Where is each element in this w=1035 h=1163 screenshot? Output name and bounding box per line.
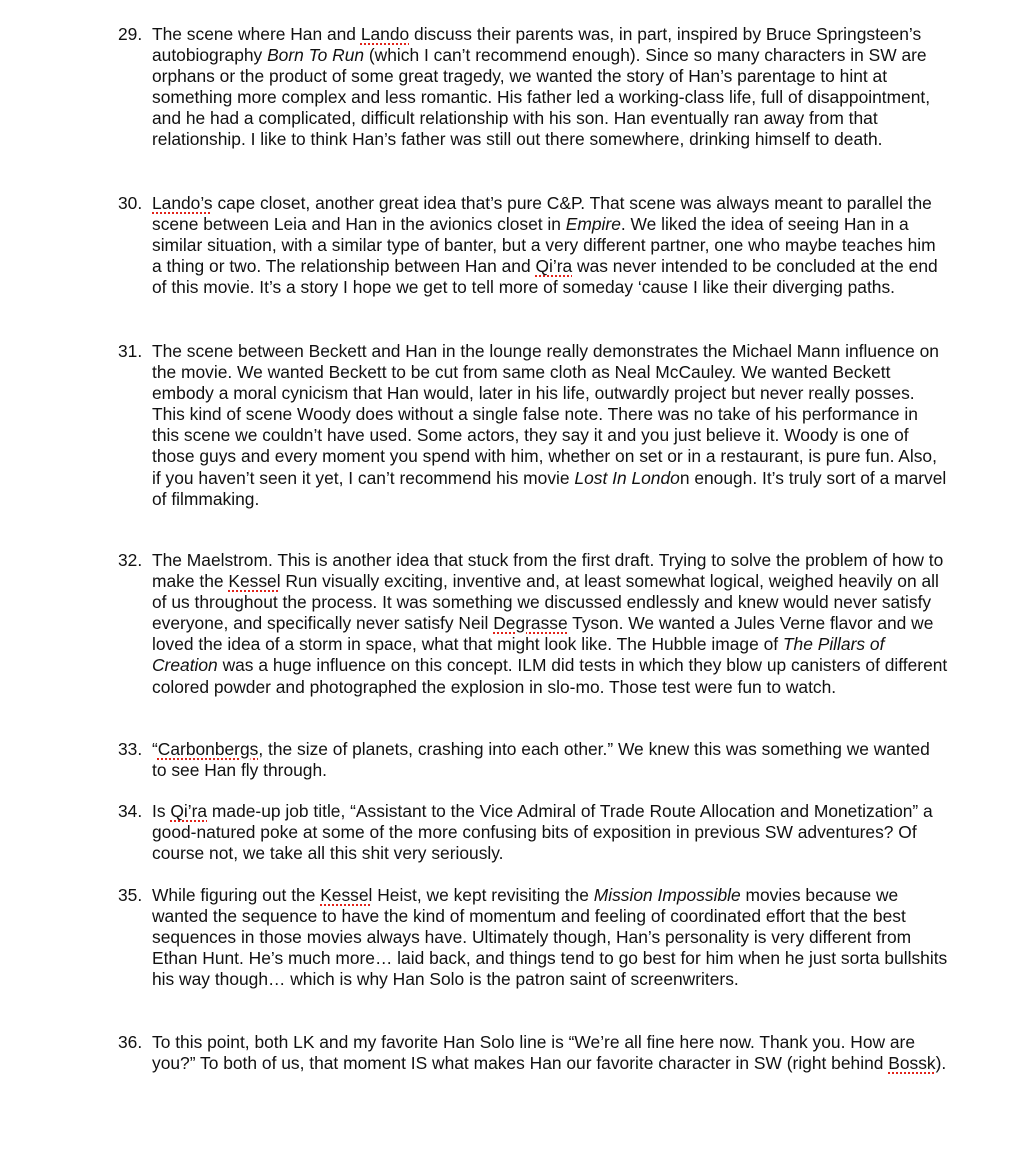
- note-34: [118, 801, 948, 864]
- note-number: 31.: [118, 341, 143, 361]
- note-number: 35.: [118, 885, 143, 905]
- italic-title: Born To Run: [267, 45, 365, 66]
- note-text-run: While figuring out the: [152, 885, 321, 905]
- note-29: [118, 24, 948, 151]
- note-text-run: The Maelstrom. This is another idea that stuck from the first draft. Trying to solve the problem of how to make the: [152, 550, 944, 592]
- note-text: [152, 550, 948, 698]
- note-number: 33.: [118, 739, 143, 759]
- note-text-run: n enough. It’s truly sort of a marvel of filmmaking.: [152, 467, 947, 509]
- spellcheck-flagged-word: Lando’s: [152, 193, 213, 213]
- note-number: 36.: [118, 1032, 143, 1052]
- spellcheck-flagged-word: Degrasse: [493, 613, 568, 634]
- note-text-run: cape closet, another great idea that’s pure C&P. That scene was always meant to parallel the scene between Leia and Han in the avionics closet in: [152, 193, 932, 235]
- note-text-run: Run visually exciting, inventive and, at least somewhat logical, weighed heavily on all of us throughout the process. It was something we discussed endlessly and knew would never satisfy everyone, and specifically never satisfy Neil: [152, 571, 939, 634]
- note-text-run: was never intended to be concluded at the end of this movie. It’s a story I hope we get to tell more of someday ‘cause I like their diverging paths.: [152, 256, 938, 298]
- note-text-run: ).: [935, 1053, 947, 1074]
- note-text-run: was a huge influence on this concept. ILM did tests in which they blow up canisters of different colored powder and photographed the explosion in slo-mo. Those test were fun to watch.: [152, 655, 948, 697]
- note-text-run: made-up job title, “Assistant to the Vice Admiral of Trade Route Allocation and Monetization” a good-natured poke at some of the more confusing bits of exposition in previous SW adventures? Of course not, we take all this shit very seriously.: [152, 801, 933, 864]
- note-33: [118, 739, 948, 781]
- note-number: 30.: [118, 193, 143, 213]
- spellcheck-flagged-word: Carbonbergs: [157, 739, 259, 759]
- note-text: [152, 1032, 948, 1074]
- italic-title: Mission Impossible: [593, 885, 741, 905]
- note-text: [152, 341, 948, 510]
- italic-title: Empire: [565, 214, 621, 235]
- note-text: [152, 193, 948, 298]
- note-text: [152, 739, 948, 781]
- note-text-run: (which I can’t recommend enough). Since so many characters in SW are orphans or the product of some great tragedy, we wanted the story of Han’s parentage to hint at something more complex and less romantic. His father led a working-class life, full of disappointment, and he had a complicated, difficult relationship with his son. Han eventually ran away from that relationship. I like to think Han’s father was still out there somewhere, drinking himself to death.: [152, 45, 931, 150]
- note-35: [118, 885, 948, 990]
- note-text-run: To this point, both LK and my favorite Han Solo line is “We’re all fine here now. Thank you. How are you?” To both of us, that moment IS what makes Han our favorite character in SW (right behind: [152, 1032, 916, 1074]
- spellcheck-flagged-word: Qi’ra: [535, 256, 573, 277]
- note-text: [152, 801, 948, 864]
- note-text: [152, 24, 948, 151]
- note-text: [152, 885, 948, 990]
- note-number: 29.: [118, 24, 143, 44]
- note-text-run: discuss their parents was, in part, inspired by Bruce Springsteen’s autobiography: [152, 24, 922, 66]
- spellcheck-flagged-word: Lando: [360, 24, 410, 44]
- note-30: [118, 193, 948, 298]
- spellcheck-flagged-word: Bossk: [888, 1053, 936, 1074]
- note-31: [118, 341, 948, 510]
- note-text-run: Tyson. We wanted a Jules Verne flavor and we loved the idea of a storm in space, what that might look like. The Hubble image of: [152, 613, 934, 655]
- note-text-run: . We liked the idea of seeing Han in a similar situation, with a similar type of banter, but a very different partner, one who maybe teaches him a thing or two. The relationship between Han and: [152, 214, 936, 277]
- note-number: 32.: [118, 550, 143, 570]
- note-text-run: , the size of planets, crashing into each other.” We knew this was something we wanted to see Han fly through.: [152, 739, 930, 781]
- note-text-run: The scene where Han and: [152, 24, 361, 44]
- note-text-run: movies because we wanted the sequence to have the kind of momentum and feeling of coordinated effort that the best sequences in those movies always have. Ultimately though, Han’s personality is very different from Ethan Hunt. He’s much more… laid back, and things tend to go best for him when he just sorta bullshits his way though… which is why Han Solo is the patron saint of screenwriters.: [152, 885, 948, 990]
- note-32: [118, 550, 948, 698]
- note-36: [118, 1032, 948, 1074]
- italic-title: The Pillars of Creation: [152, 634, 885, 676]
- italic-title: Lost In Londo: [574, 467, 680, 488]
- note-text-run: Heist, we kept revisiting the: [372, 885, 594, 905]
- spellcheck-flagged-word: Kessel: [228, 571, 281, 592]
- note-number: 34.: [118, 801, 143, 821]
- note-text-run: The scene between Beckett and Han in the lounge really demonstrates the Michael Mann influence on the movie. We wanted Beckett to be cut from same cloth as Neal McCauley. We wanted Beckett embody a moral cynicism that Han would, later in his life, outwardly project but never really posses. This kind of scene Woody does without a single false note. There was no take of his performance in this scene we couldn’t have used. Some actors, they say it and you just believe it. Woody is one of those guys and every moment you spend with him, whether on set or in a restaurant, is pure fun. Also, if you haven’t seen it yet, I can’t recommend his movie: [152, 341, 939, 488]
- spellcheck-flagged-word: Qi’ra: [170, 801, 208, 821]
- spellcheck-flagged-word: Kessel: [320, 885, 373, 905]
- note-text-run: Is: [152, 801, 171, 821]
- note-text-run: “: [152, 739, 158, 759]
